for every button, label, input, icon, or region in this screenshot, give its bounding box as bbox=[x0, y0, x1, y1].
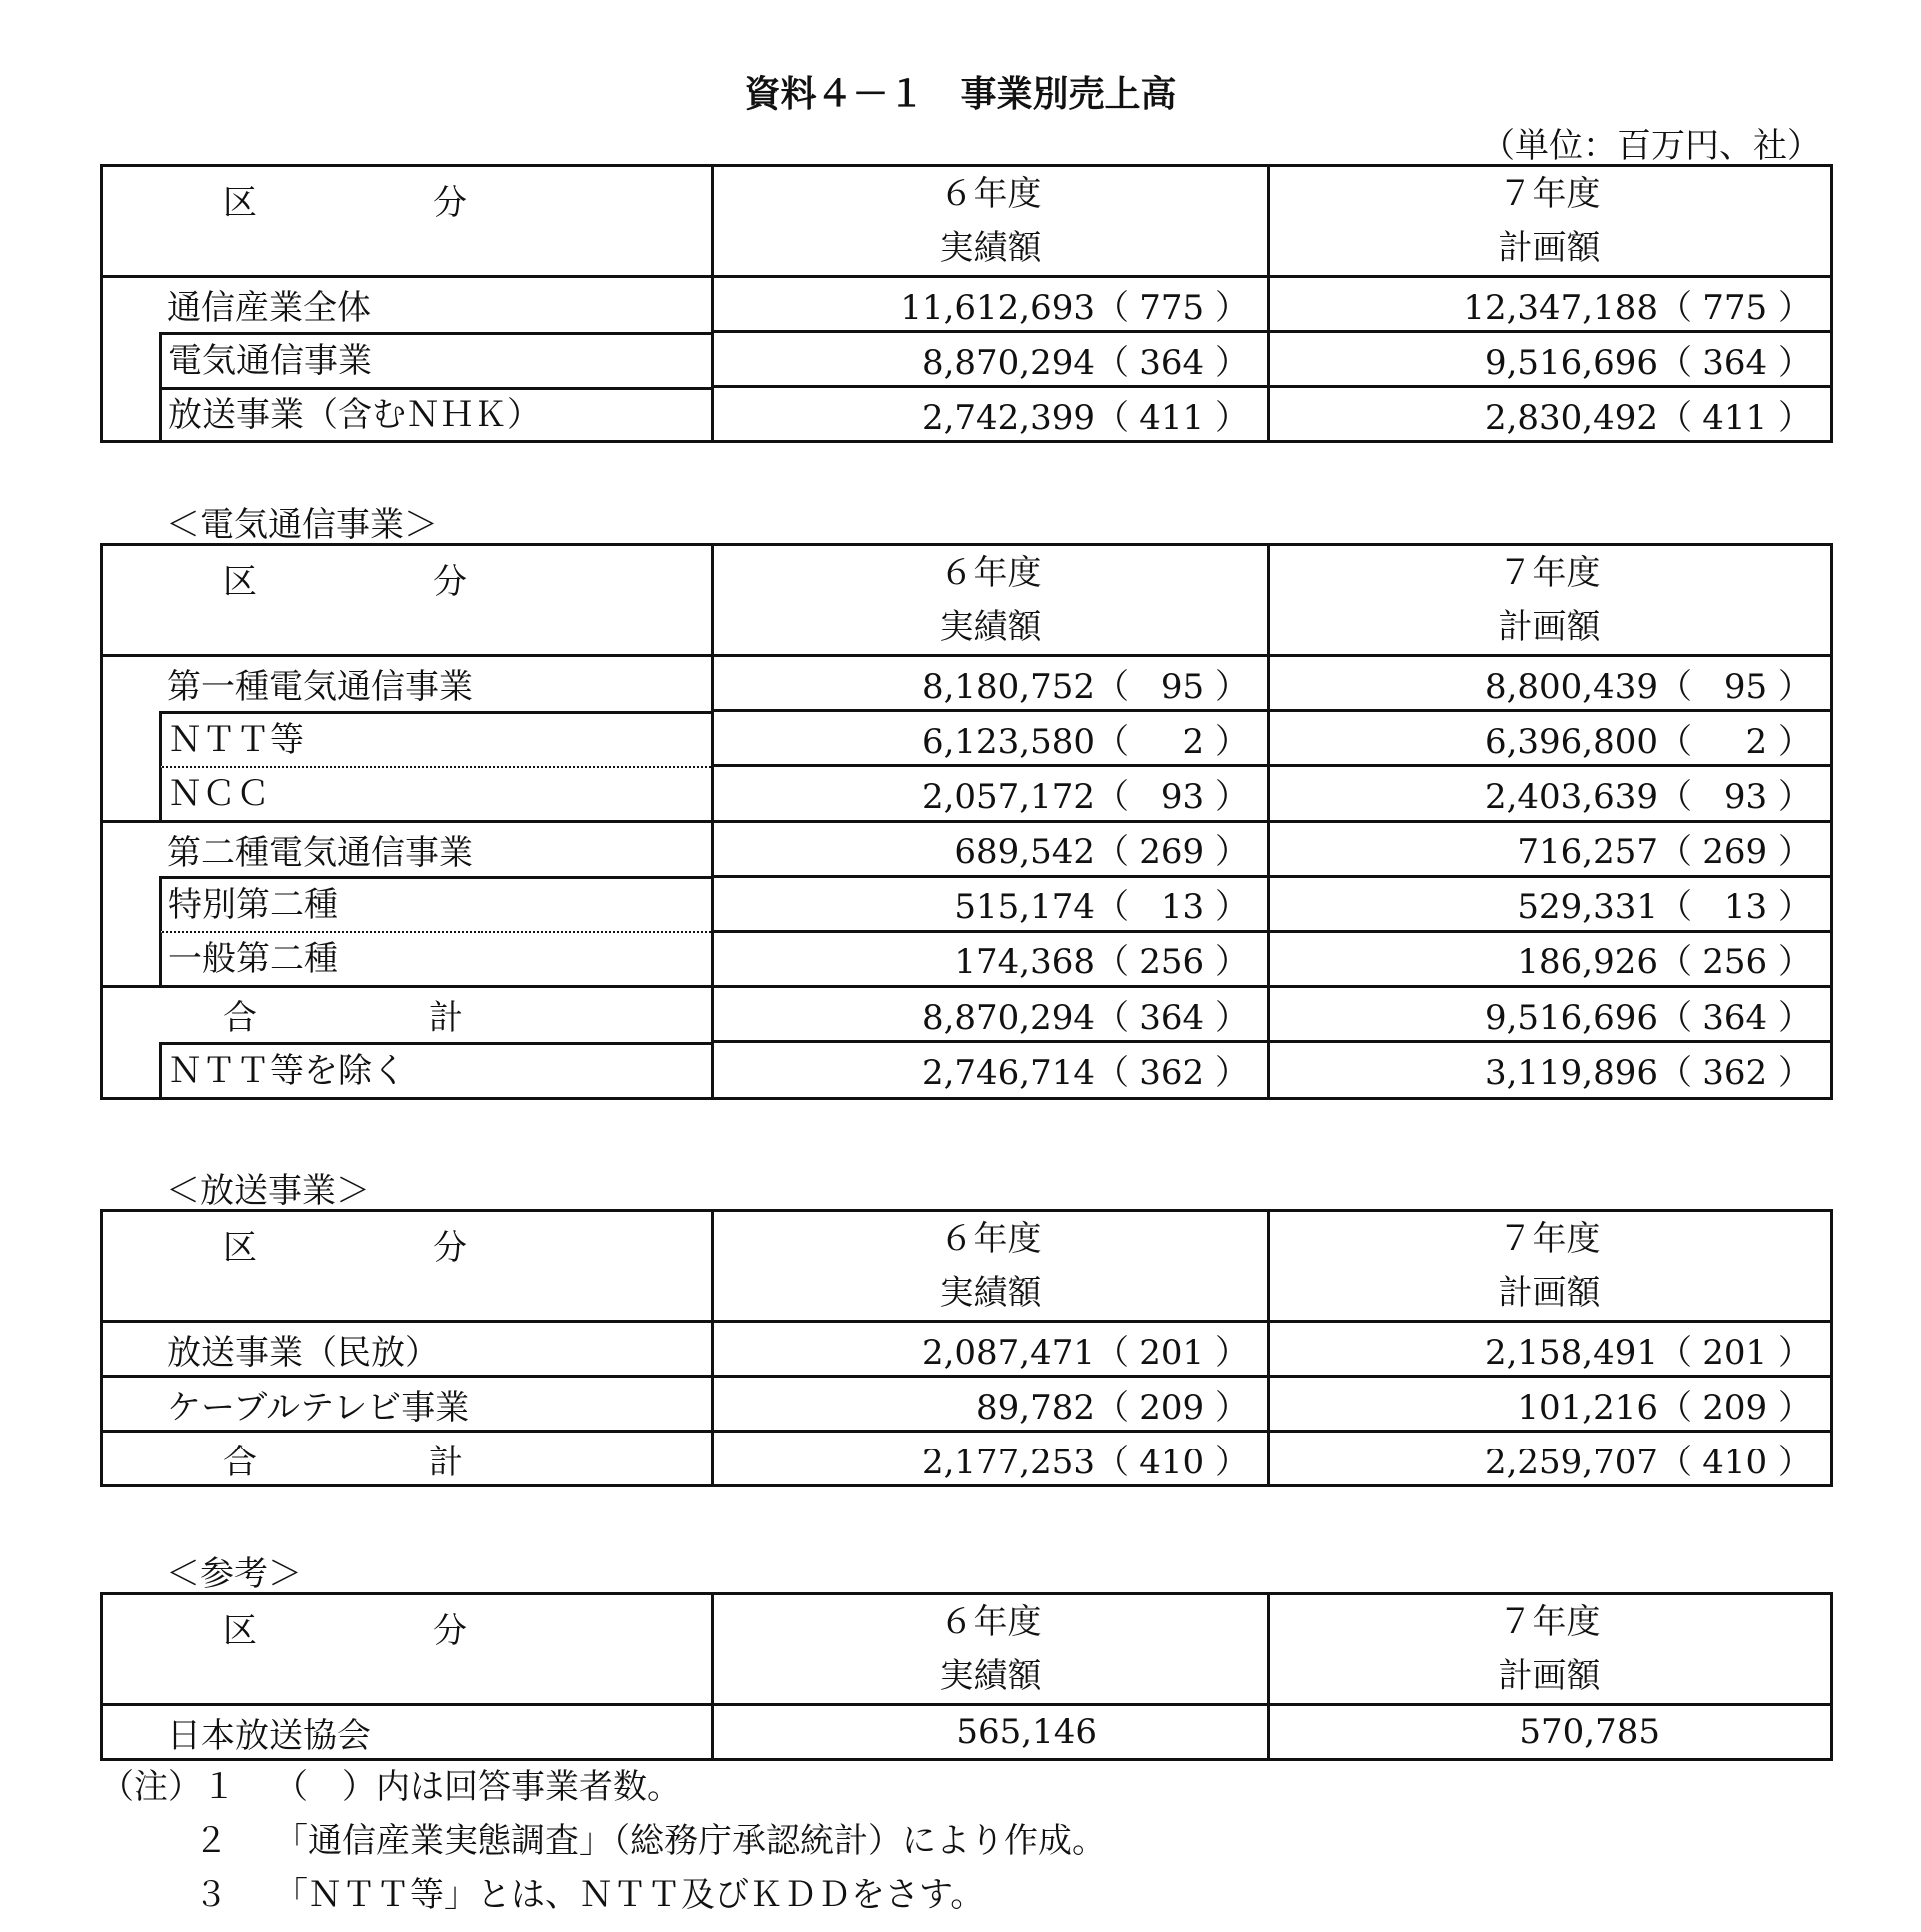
cell-fy7: 6,396,800（ 2 ） bbox=[1269, 711, 1832, 766]
cell-fy6: 2,746,714（ 362 ） bbox=[713, 1042, 1269, 1099]
header-fy7: ７年度 計画額 bbox=[1269, 545, 1832, 656]
table-reference bbox=[100, 1592, 1833, 1761]
header-fy6: ６年度 実績額 bbox=[713, 1594, 1269, 1705]
table-row bbox=[102, 387, 1832, 442]
cell-fy6: 8,870,294（ 364 ） bbox=[713, 332, 1269, 387]
unit-label: （単位：百万円、社） bbox=[1481, 126, 1821, 166]
table-telecom bbox=[100, 543, 1833, 1100]
table-row-total bbox=[102, 1432, 1832, 1486]
page-title: 資料４－１ 事業別売上高 bbox=[744, 74, 1177, 115]
cell-fy6: 11,612,693（ 775 ） bbox=[713, 277, 1269, 332]
table-row bbox=[102, 821, 1832, 876]
cell-fy7: 529,331（ 13 ） bbox=[1269, 876, 1832, 931]
cell-fy7: 9,516,696（ 364 ） bbox=[1269, 332, 1832, 387]
row-label: ＮＣＣ bbox=[159, 766, 711, 820]
note-2: ２ 「通信産業実態調査」（総務庁承認統計）により作成。 bbox=[194, 1821, 1106, 1861]
header-fy7: ７年度 計画額 bbox=[1269, 166, 1832, 277]
cell-fy7: 12,347,188（ 775 ） bbox=[1269, 277, 1832, 332]
row-label-total: 合 計 bbox=[102, 1432, 713, 1486]
header-fy7: ７年度 計画額 bbox=[1269, 1211, 1832, 1322]
row-label: 第二種電気通信事業 bbox=[102, 821, 713, 876]
note-1: （注）１ （ ）内は回答事業者数。 bbox=[100, 1767, 681, 1807]
row-label: 日本放送協会 bbox=[102, 1705, 713, 1760]
cell-fy6: 689,542（ 269 ） bbox=[713, 821, 1269, 876]
row-label-cell bbox=[102, 711, 713, 766]
table-header-row bbox=[102, 545, 1832, 656]
row-label-cell bbox=[102, 766, 713, 822]
table-row bbox=[102, 1322, 1832, 1377]
table-row bbox=[102, 711, 1832, 766]
cell-fy6: 8,870,294（ 364 ） bbox=[713, 987, 1269, 1042]
row-label-total: 合 計 bbox=[102, 987, 713, 1042]
table-overview bbox=[100, 164, 1833, 443]
table-row bbox=[102, 656, 1832, 711]
cell-fy7: 101,216（ 209 ） bbox=[1269, 1377, 1832, 1432]
row-label: 第一種電気通信事業 bbox=[102, 656, 713, 711]
row-label-cell bbox=[102, 876, 713, 931]
header-fy7: ７年度 計画額 bbox=[1269, 1594, 1832, 1705]
row-label-cell bbox=[102, 1042, 713, 1099]
row-label: 通信産業全体 bbox=[102, 277, 713, 332]
section-label-broadcast: ＜放送事業＞ bbox=[166, 1171, 370, 1211]
row-label-cell bbox=[102, 931, 713, 987]
header-kubun: 区 分 bbox=[102, 1211, 713, 1322]
cell-fy6: 2,177,253（ 410 ） bbox=[713, 1432, 1269, 1486]
header-fy6: ６年度 実績額 bbox=[713, 1211, 1269, 1322]
cell-fy6: 515,174（ 13 ） bbox=[713, 876, 1269, 931]
header-fy6: ６年度 実績額 bbox=[713, 166, 1269, 277]
row-label: 特別第二種 bbox=[159, 876, 711, 931]
header-fy6: ６年度 実績額 bbox=[713, 545, 1269, 656]
row-label: 一般第二種 bbox=[159, 931, 711, 985]
row-label: ケーブルテレビ事業 bbox=[102, 1377, 713, 1432]
cell-fy7: 186,926（ 256 ） bbox=[1269, 931, 1832, 987]
table-row bbox=[102, 876, 1832, 931]
row-label-cell bbox=[102, 387, 713, 442]
table-row bbox=[102, 766, 1832, 822]
notes bbox=[100, 1760, 1106, 1922]
section-label-telecom: ＜電気通信事業＞ bbox=[166, 505, 438, 545]
cell-fy6: 89,782（ 209 ） bbox=[713, 1377, 1269, 1432]
cell-fy7: 2,259,707（ 410 ） bbox=[1269, 1432, 1832, 1486]
table-header-row bbox=[102, 166, 1832, 277]
cell-fy7: 2,830,492（ 411 ） bbox=[1269, 387, 1832, 442]
cell-fy6: 2,087,471（ 201 ） bbox=[713, 1322, 1269, 1377]
note-3: ３ 「ＮＴＴ等」とは、ＮＴＴ及びＫＤＤをさす。 bbox=[194, 1875, 985, 1915]
cell-fy6: 174,368（ 256 ） bbox=[713, 931, 1269, 987]
cell-fy6: 565,146 bbox=[713, 1705, 1269, 1760]
cell-fy7: 2,158,491（ 201 ） bbox=[1269, 1322, 1832, 1377]
cell-fy6: 2,057,172（ 93 ） bbox=[713, 766, 1269, 822]
table-row bbox=[102, 1377, 1832, 1432]
row-label: 放送事業（含むＮＨＫ） bbox=[159, 387, 711, 440]
row-label-cell bbox=[102, 332, 713, 387]
table-header-row bbox=[102, 1594, 1832, 1705]
row-label: 放送事業（民放） bbox=[102, 1322, 713, 1377]
header-kubun: 区 分 bbox=[102, 166, 713, 277]
table-row-total bbox=[102, 987, 1832, 1042]
table-row bbox=[102, 931, 1832, 987]
row-label: ＮＴＴ等を除く bbox=[159, 1042, 711, 1097]
table-row bbox=[102, 277, 1832, 332]
table-row bbox=[102, 1042, 1832, 1099]
cell-fy7: 3,119,896（ 362 ） bbox=[1269, 1042, 1832, 1099]
cell-fy6: 2,742,399（ 411 ） bbox=[713, 387, 1269, 442]
header-kubun: 区 分 bbox=[102, 545, 713, 656]
table-broadcast bbox=[100, 1209, 1833, 1487]
header-kubun: 区 分 bbox=[102, 1594, 713, 1705]
cell-fy7: 570,785 bbox=[1269, 1705, 1832, 1760]
cell-fy6: 6,123,580（ 2 ） bbox=[713, 711, 1269, 766]
table-row bbox=[102, 332, 1832, 387]
cell-fy7: 2,403,639（ 93 ） bbox=[1269, 766, 1832, 822]
table-row bbox=[102, 1705, 1832, 1760]
cell-fy6: 8,180,752（ 95 ） bbox=[713, 656, 1269, 711]
cell-fy7: 8,800,439（ 95 ） bbox=[1269, 656, 1832, 711]
cell-fy7: 716,257（ 269 ） bbox=[1269, 821, 1832, 876]
cell-fy7: 9,516,696（ 364 ） bbox=[1269, 987, 1832, 1042]
table-header-row bbox=[102, 1211, 1832, 1322]
section-label-reference: ＜参考＞ bbox=[166, 1554, 302, 1594]
row-label: 電気通信事業 bbox=[159, 332, 711, 387]
row-label: ＮＴＴ等 bbox=[159, 711, 711, 766]
